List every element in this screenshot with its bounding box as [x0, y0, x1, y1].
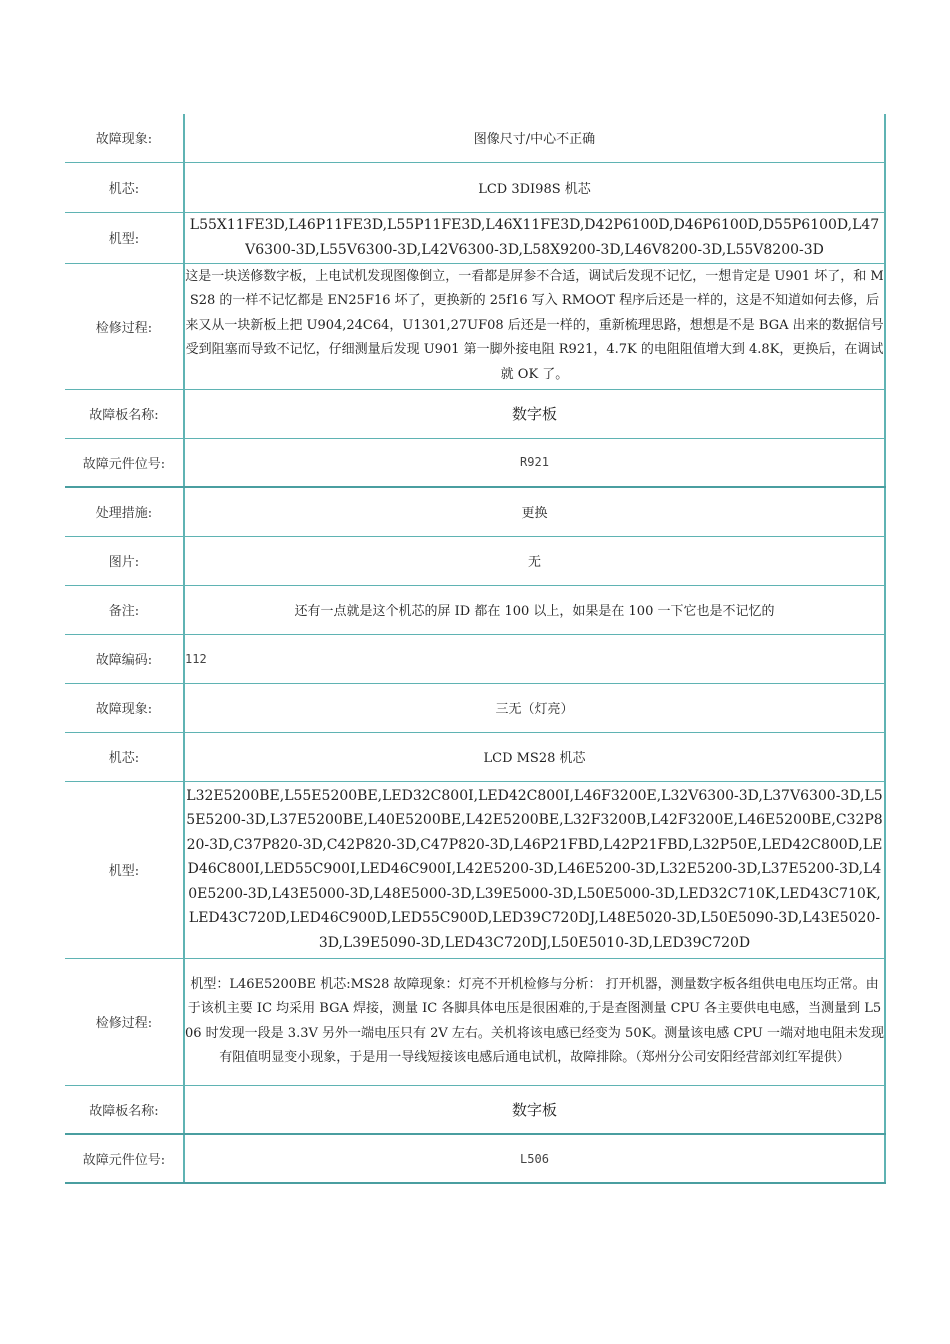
part-value: R921 [184, 438, 885, 487]
symptom-value: 三无（灯亮） [184, 683, 885, 732]
row-symptom-2 [65, 683, 885, 732]
models-label: 机型: [65, 212, 184, 263]
picture-value: 无 [184, 536, 885, 585]
row-note [65, 585, 885, 634]
process-label: 检修过程: [65, 263, 184, 389]
code-label: 故障编码: [65, 634, 184, 683]
board-value: 数字板 [184, 389, 885, 438]
row-process-2 [65, 958, 885, 1085]
row-chassis [65, 162, 885, 212]
chassis-label: 机芯: [65, 162, 184, 212]
row-part [65, 438, 885, 487]
process-value: 机型：L46E5200BE 机芯:MS28 故障现象：灯亮不开机检修与分析： 打开机器，测量数字板各组供电电压均正常。由于该机主要 IC 均采用 BGA 焊接，测量 IC 各脚具体电压是很困难的,于是查图测量 CPU 各主要供电电感，当测量到 L506 时发现一段是 3.3V 另外一端电压只有 2V 左右。关机将该电感已经变为 50K。测量该电感 CPU 一端对地电阻未发现有阻值明显变小现象，于是用一导线短接该电感后通电试机，故障排除。（郑州分公司安阳经营部刘红军提供） [184, 958, 885, 1085]
models-label: 机型: [65, 781, 184, 958]
note-value: 还有一点就是这个机芯的屏 ID 都在 100 以上，如果是在 100 一下它也是不记忆的 [184, 585, 885, 634]
action-label: 处理措施: [65, 487, 184, 536]
part-label: 故障元件位号: [65, 438, 184, 487]
process-label: 检修过程: [65, 958, 184, 1085]
action-value: 更换 [184, 487, 885, 536]
part-label: 故障元件位号: [65, 1134, 184, 1183]
repair-records-table [65, 114, 886, 1184]
row-process [65, 263, 885, 389]
row-part-2 [65, 1134, 885, 1183]
symptom-label: 故障现象: [65, 683, 184, 732]
row-models-2 [65, 781, 885, 958]
picture-label: 图片: [65, 536, 184, 585]
symptom-label: 故障现象: [65, 114, 184, 162]
chassis-value: LCD 3DI98S 机芯 [184, 162, 885, 212]
row-board-2 [65, 1085, 885, 1134]
row-symptom [65, 114, 885, 162]
repair-records-sheet [65, 114, 885, 1184]
chassis-value: LCD MS28 机芯 [184, 732, 885, 781]
process-value: 这是一块送修数字板，上电试机发现图像倒立，一看都是屏参不合适，调试后发现不记忆，一想肯定是 U901 坏了，和 MS28 的一样不记忆都是 EN25F16 坏了，更换新的 25f16 写入 RMOOT 程序后还是一样的，这是不知道如何去修，后来又从一块新板上把 U904,24C64，U1301,27UF08 后还是一样的，重新梳理思路，想想是不是 BGA 出来的数据信号受到阻塞而导致不记忆，仔细测量后发现 U901 第一脚外接电阻 R921，4.7K 的电阻阻值增大到 4.8K，更换后，在调试就 OK 了。 [184, 263, 885, 389]
board-label: 故障板名称: [65, 1085, 184, 1134]
row-chassis-2 [65, 732, 885, 781]
models-value: L32E5200BE,L55E5200BE,LED32C800I,LED42C800I,L46F3200E,L32V6300-3D,L37V6300-3D,L55E5200-3D,L37E5200BE,L40E5200BE,L42E5200BE,L32F3200B,L42F3200E,L46E5200BE,C32P820-3D,C37P820-3D,C42P820-3D,C47P820-3D,L46P21FBD,L42P21FBD,L32P50E,LED42C800D,LED46C800I,LED55C900I,LED46C900I,L42E5200-3D,L46E5200-3D,L32E5200-3D,L37E5200-3D,L40E5200-3D,L43E5000-3D,L48E5000-3D,L39E5000-3D,L50E5000-3D,LED32C710K,LED43C710K,LED43C720D,LED46C900D,LED55C900D,LED39C720DJ,L48E5020-3D,L50E5090-3D,L43E5020-3D,L39E5090-3D,LED43C720DJ,L50E5010-3D,LED39C720D [184, 781, 885, 958]
note-label: 备注: [65, 585, 184, 634]
code-value: 112 [184, 634, 885, 683]
symptom-value: 图像尺寸/中心不正确 [184, 114, 885, 162]
part-value: L506 [184, 1134, 885, 1183]
board-label: 故障板名称: [65, 389, 184, 438]
row-code [65, 634, 885, 683]
row-action [65, 487, 885, 536]
row-picture [65, 536, 885, 585]
row-board [65, 389, 885, 438]
models-value: L55X11FE3D,L46P11FE3D,L55P11FE3D,L46X11FE3D,D42P6100D,D46P6100D,D55P6100D,L47V6300-3D,L55V6300-3D,L42V6300-3D,L58X9200-3D,L46V8200-3D,L55V8200-3D [184, 212, 885, 263]
row-models [65, 212, 885, 263]
board-value: 数字板 [184, 1085, 885, 1134]
chassis-label: 机芯: [65, 732, 184, 781]
